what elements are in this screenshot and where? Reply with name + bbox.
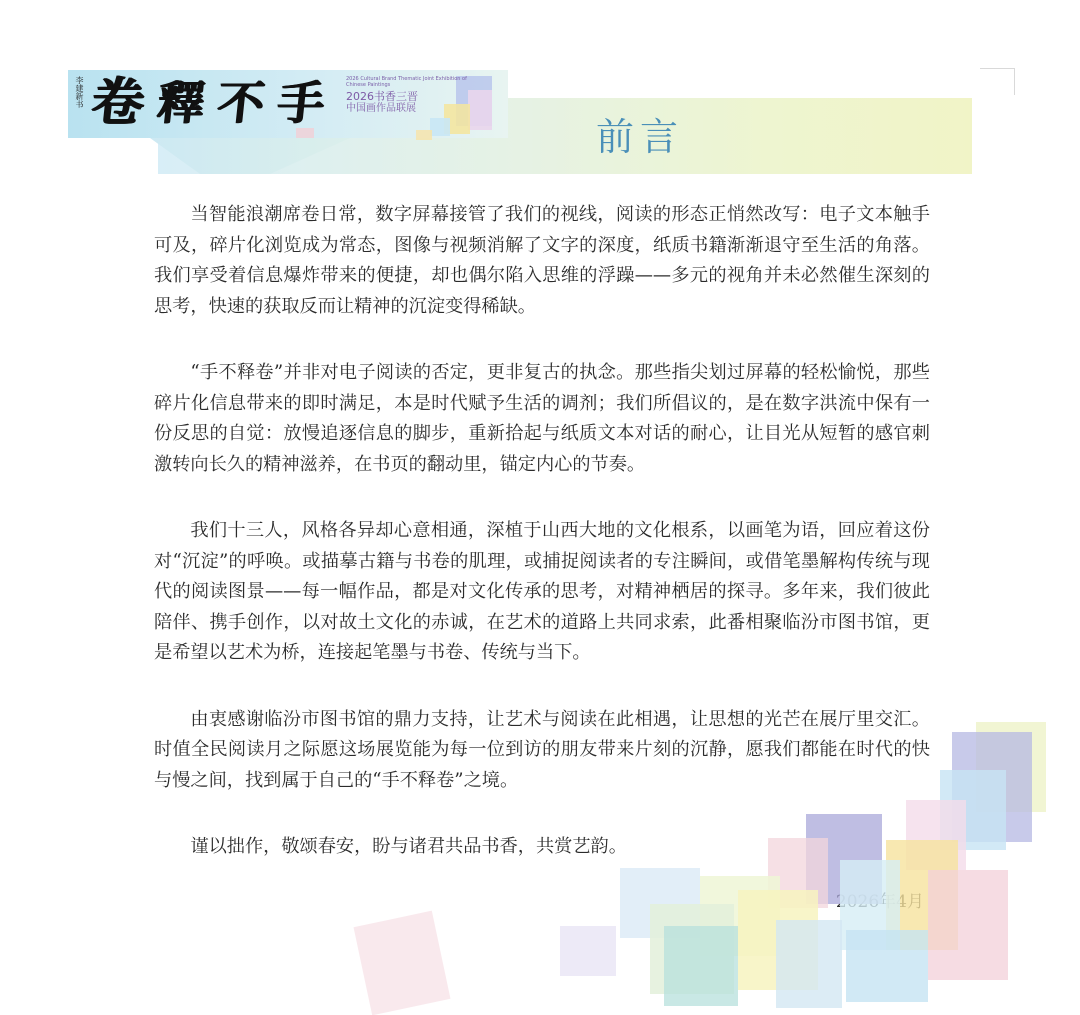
header-square [416, 130, 432, 140]
page-title: 前言 [595, 115, 684, 159]
corner-mark [980, 68, 1015, 95]
exhibition-name-line1: 2026书香三晋 [346, 90, 418, 103]
calligraphy-title [88, 72, 327, 134]
deco-square [560, 926, 616, 976]
deco-square [928, 870, 1008, 980]
deco-square [846, 930, 928, 1002]
exhibition-name-line2: 中国画作品联展 [346, 103, 416, 114]
artist-seal: 李建新书 [75, 76, 84, 108]
paragraph: 谨以拙作，敬颂春安，盼与诸君共品书香，共赏艺韵。 [190, 836, 627, 857]
calligraphy-char: 釋 [155, 76, 207, 130]
deco-square [776, 920, 842, 1008]
exhibition-english: 2026 Cultural Brand Thematic Joint Exhibition of Chinese Paintings [346, 76, 467, 88]
paragraph: 由衷感谢临汾市图书馆的鼎力支持，让艺术与阅读在此相遇，让思想的光芒在展厅里交汇。时值全民阅读月之际愿这场展览能为每一位到访的朋友带来片刻的沉静，愿我们都能在时代的快与慢之间，找到属于自己的“手不释卷”之境。 [154, 708, 930, 791]
exhibition-label [346, 76, 474, 115]
paragraph: “手不释卷”并非对电子阅读的否定，更非复古的执念。那些指尖划过屏幕的轻松愉悦，那些碎片化信息带来的即时满足，本是时代赋予生活的调剂；我们所倡议的，是在数字洪流中保有一份反思的自觉：放慢追逐信息的脚步，重新拾起与纸质文本对话的耐心，让目光从短暂的感官刺激转向长久的精神滋养，在书页的翻动里，锚定内心的节奏。 [154, 362, 930, 475]
paragraph: 当智能浪潮席卷日常，数字屏幕接管了我们的视线，阅读的形态正悄然改写：电子文本触手可及，碎片化浏览成为常态，图像与视频消解了文字的深度，纸质书籍渐渐退守至生活的角落。我们享受着信息爆炸带来的便捷，却也偶尔陷入思维的浮躁——多元的视角并未必然催生深刻的思考，快速的获取反而让精神的沉淀变得稀缺。 [154, 204, 930, 317]
header-square [430, 118, 450, 136]
preface-body [154, 200, 930, 899]
deco-square [354, 911, 451, 1015]
calligraphy-char: 不 [215, 76, 267, 130]
deco-square [664, 926, 738, 1006]
paragraph: 我们十三人，风格各异却心意相通，深植于山西大地的文化根系，以画笔为语，回应着这份对“沉淀”的呼唤。或描摹古籍与书卷的肌理，或捕捉阅读者的专注瞬间，或借笔墨解构传统与现代的阅读图景——每一幅作品，都是对文化传承的思考，对精神栖居的探寻。多年来，我们彼此陪伴、携手创作，以对故土文化的赤诚，在艺术的道路上共同求索，此番相聚临汾市图书馆，更是希望以艺术为桥，连接起笔墨与书卷、传统与当下。 [154, 520, 930, 663]
calligraphy-char: 卷 [88, 72, 148, 133]
calligraphy-char: 手 [275, 76, 327, 130]
